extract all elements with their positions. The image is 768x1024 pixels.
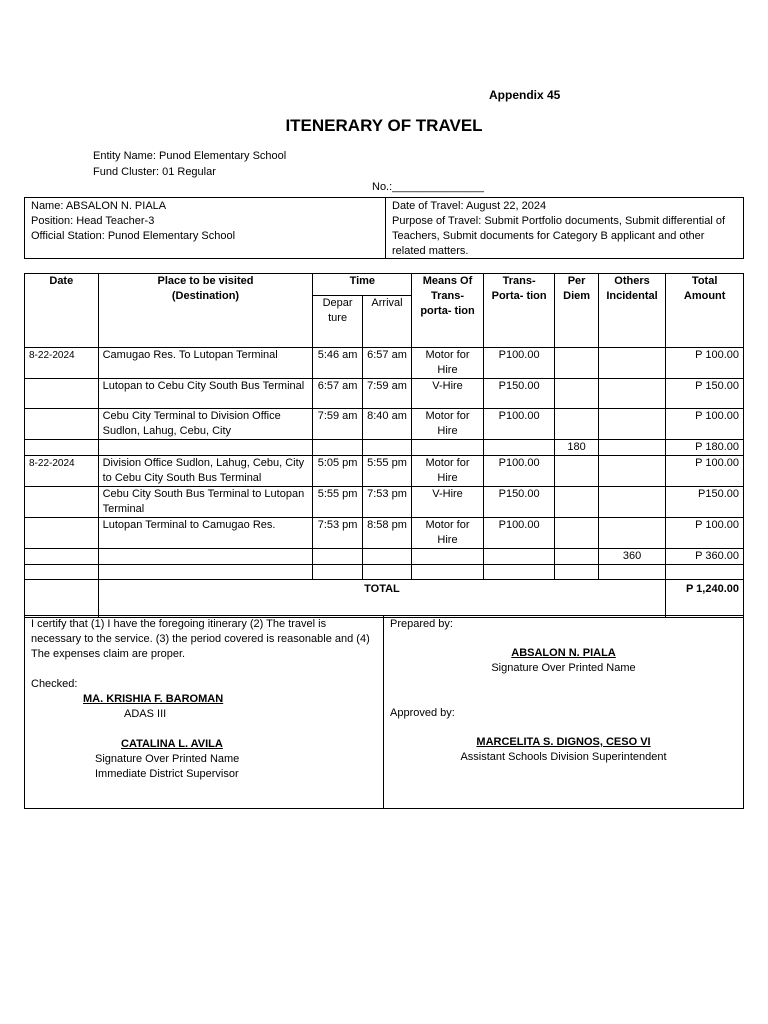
date-of-travel: Date of Travel: August 22, 2024 <box>392 200 547 212</box>
traveler-position: Position: Head Teacher-3 <box>31 215 155 227</box>
cell-place: Cebu City South Bus Terminal to Lutopan Terminal <box>98 487 313 518</box>
cell-per-diem <box>555 565 598 580</box>
cell-per-diem <box>555 549 598 565</box>
cell-transport: P100.00 <box>483 409 555 440</box>
cell-means <box>412 549 484 565</box>
cell-place: Lutopan Terminal to Camugao Res. <box>98 518 313 549</box>
cell-departure: 5:05 pm <box>313 456 362 487</box>
header-place-line2: (Destination) <box>171 290 240 302</box>
cell-means: V-Hire <box>412 487 484 518</box>
traveler-details <box>25 198 386 258</box>
table-row <box>25 565 744 580</box>
cell-total <box>666 565 744 580</box>
cell-place <box>98 549 313 565</box>
supervisor-signature-caption: Signature Over Printed Name <box>95 753 240 765</box>
cell-arrival: 8:58 pm <box>362 518 411 549</box>
official-station: Official Station: Punod Elementary School <box>31 230 236 242</box>
table-row <box>25 487 744 518</box>
cell-per-diem: 180 <box>555 440 598 456</box>
document-number-field: No.:_______________ <box>372 181 484 193</box>
traveler-info-box <box>24 197 744 259</box>
total-row <box>25 580 744 618</box>
table-row <box>25 440 744 456</box>
cell-departure <box>313 565 362 580</box>
preparer-signature-caption: Signature Over Printed Name <box>491 662 636 674</box>
cell-arrival: 6:57 am <box>362 348 411 379</box>
approver-title: Assistant Schools Division Superintendent <box>460 751 667 763</box>
cell-date <box>25 487 99 518</box>
cell-per-diem <box>555 348 598 379</box>
cell-place <box>98 565 313 580</box>
header-transportation: Trans- Porta- tion <box>483 274 555 348</box>
cell-others <box>598 409 666 440</box>
cell-per-diem <box>555 518 598 549</box>
cell-date <box>25 409 99 440</box>
cell-means: Motor for Hire <box>412 518 484 549</box>
certification-left <box>25 616 384 808</box>
certification-right <box>384 616 743 808</box>
cell-others <box>598 518 666 549</box>
cell-departure: 6:57 am <box>313 379 362 409</box>
cell-transport <box>483 549 555 565</box>
table-row <box>25 379 744 409</box>
cell-arrival <box>362 565 411 580</box>
cell-departure: 7:59 am <box>313 409 362 440</box>
supervisor-title: Immediate District Supervisor <box>95 768 239 780</box>
cell-arrival: 8:40 am <box>362 409 411 440</box>
cell-transport: P100.00 <box>483 456 555 487</box>
cell-transport <box>483 565 555 580</box>
cell-total: P 100.00 <box>666 409 744 440</box>
cell-place: Lutopan to Cebu City South Bus Terminal <box>98 379 313 409</box>
header-means: Means Of Trans- porta- tion <box>412 274 484 348</box>
cell-departure: 5:46 am <box>313 348 362 379</box>
fund-cluster: Fund Cluster: 01 Regular <box>93 166 216 178</box>
purpose-of-travel: Purpose of Travel: Submit Portfolio documents, Submit differential of Teachers, Submit documents for Category B applicant and other related matters. <box>392 215 726 257</box>
header-arrival: Arrival <box>362 296 411 348</box>
total-blank-cell <box>25 580 99 618</box>
cell-departure: 7:53 pm <box>313 518 362 549</box>
header-per-diem: Per Diem <box>555 274 598 348</box>
cell-total: P 150.00 <box>666 379 744 409</box>
cell-place: Cebu City Terminal to Division Office Sudlon, Lahug, Cebu, City <box>98 409 313 440</box>
cell-transport: P100.00 <box>483 518 555 549</box>
header-total: Total Amount <box>666 274 744 348</box>
cell-total: P 100.00 <box>666 456 744 487</box>
checked-label: Checked: <box>31 678 78 690</box>
cell-total: P 360.00 <box>666 549 744 565</box>
cell-total: P150.00 <box>666 487 744 518</box>
cell-place: Camugao Res. To Lutopan Terminal <box>98 348 313 379</box>
cell-others <box>598 440 666 456</box>
cell-transport: P150.00 <box>483 379 555 409</box>
cell-arrival: 7:53 pm <box>362 487 411 518</box>
cell-per-diem <box>555 487 598 518</box>
table-row <box>25 518 744 549</box>
cell-transport <box>483 440 555 456</box>
cell-date <box>25 379 99 409</box>
cell-per-diem <box>555 379 598 409</box>
cell-means <box>412 565 484 580</box>
cell-means: Motor for Hire <box>412 456 484 487</box>
cell-others <box>598 565 666 580</box>
table-row <box>25 348 744 379</box>
traveler-name: Name: ABSALON N. PIALA <box>31 200 167 212</box>
approver-name: MARCELITA S. DIGNOS, CESO VI <box>476 736 651 748</box>
header-departure: Depar ture <box>313 296 362 348</box>
cell-date: 8-22-2024 <box>25 456 99 487</box>
approved-label: Approved by: <box>390 707 455 719</box>
cell-others: 360 <box>598 549 666 565</box>
cell-others <box>598 379 666 409</box>
cell-transport: P100.00 <box>483 348 555 379</box>
cell-others <box>598 487 666 518</box>
certification-box <box>24 615 744 809</box>
entity-name: Entity Name: Punod Elementary School <box>93 150 287 162</box>
prepared-label: Prepared by: <box>390 618 453 630</box>
cell-date: 8-22-2024 <box>25 348 99 379</box>
cell-means: Motor for Hire <box>412 348 484 379</box>
header-time: Time <box>313 274 412 296</box>
table-row <box>25 409 744 440</box>
cell-per-diem <box>555 456 598 487</box>
header-place-line1: Place to be visited <box>157 275 254 287</box>
cell-place <box>98 440 313 456</box>
certification-statement: I certify that (1) I have the foregoing itinerary (2) The travel is necessary to the service. (3) the period covered is reasonable and (4) The expenses claim are proper. <box>31 618 370 660</box>
header-others: Others Incidental <box>598 274 666 348</box>
cell-means: V-Hire <box>412 379 484 409</box>
travel-details <box>386 198 743 258</box>
itinerary-table <box>24 273 744 618</box>
cell-arrival: 7:59 am <box>362 379 411 409</box>
cell-arrival <box>362 549 411 565</box>
cell-means <box>412 440 484 456</box>
document-title: ITENERARY OF TRAVEL <box>285 116 483 135</box>
cell-others <box>598 456 666 487</box>
total-label: TOTAL <box>98 580 666 618</box>
cell-arrival: 5:55 pm <box>362 456 411 487</box>
cell-per-diem <box>555 409 598 440</box>
supervisor-name: CATALINA L. AVILA <box>121 738 223 750</box>
cell-total: P 180.00 <box>666 440 744 456</box>
cell-date <box>25 565 99 580</box>
header-place <box>98 274 313 348</box>
cell-date <box>25 549 99 565</box>
cell-transport: P150.00 <box>483 487 555 518</box>
cell-others <box>598 348 666 379</box>
cell-departure <box>313 440 362 456</box>
table-row <box>25 549 744 565</box>
preparer-name: ABSALON N. PIALA <box>511 647 616 659</box>
cell-date <box>25 518 99 549</box>
cell-date <box>25 440 99 456</box>
checker-title: ADAS III <box>124 708 167 720</box>
cell-departure <box>313 549 362 565</box>
table-row <box>25 456 744 487</box>
appendix-label: Appendix 45 <box>489 88 561 102</box>
cell-means: Motor for Hire <box>412 409 484 440</box>
cell-place: Division Office Sudlon, Lahug, Cebu, City to Cebu City South Bus Terminal <box>98 456 313 487</box>
total-amount: P 1,240.00 <box>666 580 744 618</box>
header-date: Date <box>25 274 99 348</box>
cell-arrival <box>362 440 411 456</box>
cell-total: P 100.00 <box>666 348 744 379</box>
checker-name: MA. KRISHIA F. BAROMAN <box>83 693 224 705</box>
cell-departure: 5:55 pm <box>313 487 362 518</box>
cell-total: P 100.00 <box>666 518 744 549</box>
